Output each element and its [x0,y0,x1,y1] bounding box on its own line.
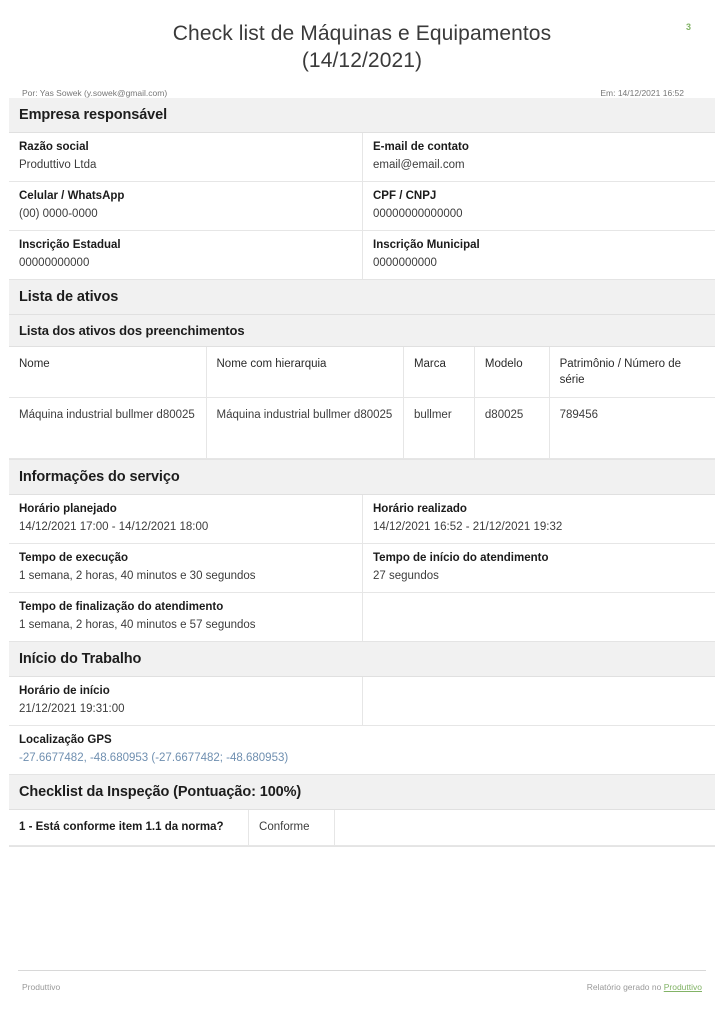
field-label: Tempo de execução [19,552,129,564]
field-row [9,495,715,544]
field-row-gps [9,726,715,774]
field-horario-planejado [9,495,362,543]
section-heading-work-start: Início do Trabalho [9,642,715,677]
field-email-contato [362,133,715,181]
footer-produttivo-link[interactable]: Produttivo [663,982,702,992]
author-line: Por: Yas Sowek (y.sowek@gmail.com) [22,88,168,98]
field-label: Celular / WhatsApp [19,190,125,202]
field-horario-realizado [362,495,715,543]
page-footer [0,970,724,992]
field-tempo-inicio-atendimento [362,544,715,592]
field-value: Produttivo Ltda [19,159,97,171]
field-label: E-mail de contato [373,141,469,153]
company-field-grid [9,133,715,279]
field-cpf-cnpj [362,182,715,230]
field-value: 21/12/2021 19:31:00 [19,703,125,715]
field-razao-social [9,133,362,181]
field-horario-inicio [9,677,362,725]
work-start-field-grid [9,677,715,774]
field-value: 14/12/2021 17:00 - 14/12/2021 18:00 [19,521,209,533]
column-header-hierarquia: Nome com hierarquia [206,347,403,398]
field-row [9,133,715,182]
section-heading-checklist: Checklist da Inspeção (Pontuação: 100%) [9,775,715,810]
section-heading-assets: Lista de ativos [9,280,715,315]
checklist-row [9,810,715,846]
field-empty-placeholder [362,677,715,725]
footer-generated-prefix: Relatório gerado no [586,982,664,992]
column-header-patrimonio: Patrimônio / Número de série [549,347,715,398]
field-label: Razão social [19,141,89,153]
field-label: Horário planejado [19,503,117,515]
section-checklist [9,775,715,847]
field-label: CPF / CNPJ [373,190,437,202]
field-row [9,544,715,593]
section-service-info [9,460,715,642]
field-row [9,677,715,726]
gps-coordinates-link[interactable]: -27.6677482, -48.680953 (-27.6677482; -48.680953) [19,752,289,764]
section-heading-company: Empresa responsável [9,98,715,133]
cell-marca: bullmer [403,398,474,459]
field-row [9,231,715,279]
field-label: Tempo de início do atendimento [373,552,549,564]
document-meta [0,74,724,98]
field-value: 1 semana, 2 horas, 40 minutos e 30 segundos [19,570,256,582]
column-header-marca: Marca [403,347,474,398]
generated-date-line: Em: 14/12/2021 16:52 [600,88,684,98]
page-number: 3 [685,22,691,32]
assets-table [9,347,715,459]
cell-patrimonio: 789456 [549,398,715,459]
field-localizacao-gps [9,726,715,774]
checklist-table [9,810,715,846]
field-value: 14/12/2021 16:52 - 21/12/2021 19:32 [373,521,563,533]
field-value: 0000000000 [373,257,437,269]
column-header-nome: Nome [9,347,206,398]
checklist-question: 1 - Está conforme item 1.1 da norma? [9,810,249,846]
column-header-modelo: Modelo [474,347,549,398]
cell-hierarquia: Máquina industrial bullmer d80025 [206,398,403,459]
field-value: (00) 0000-0000 [19,208,98,220]
table-row [9,398,715,459]
field-value: 1 semana, 2 horas, 40 minutos e 57 segundos [19,619,256,631]
cell-nome: Máquina industrial bullmer d80025 [9,398,206,459]
field-value: email@email.com [373,159,465,171]
field-inscricao-estadual [9,231,362,279]
field-inscricao-municipal [362,231,715,279]
table-header-row [9,347,715,398]
field-value: 27 segundos [373,570,439,582]
field-tempo-execucao [9,544,362,592]
section-heading-service-info: Informações do serviço [9,460,715,495]
cell-modelo: d80025 [474,398,549,459]
field-label: Inscrição Municipal [373,239,480,251]
field-value: 00000000000000 [373,208,463,220]
section-company [9,98,715,280]
service-field-grid [9,495,715,641]
section-assets [9,280,715,460]
field-label: Tempo de finalização do atendimento [19,601,224,613]
field-empty-placeholder [362,593,715,641]
section-work-start [9,642,715,775]
section-subheading-assets: Lista dos ativos dos preenchimentos [9,315,715,347]
field-label: Horário realizado [373,503,467,515]
field-label: Inscrição Estadual [19,239,121,251]
footer-generated-by [587,982,702,992]
field-celular-whatsapp [9,182,362,230]
page-title: Check list de Máquinas e Equipamentos (14/12/2021) [172,22,552,72]
field-label: Localização GPS [19,734,112,746]
field-tempo-finalizacao-atendimento [9,593,362,641]
checklist-notes [335,810,715,846]
checklist-answer: Conforme [249,810,335,846]
field-row [9,593,715,641]
footer-content [0,971,724,992]
field-row [9,182,715,231]
field-value: 00000000000 [19,257,90,269]
footer-brand: Produttivo [22,982,61,992]
field-label: Horário de início [19,685,110,697]
